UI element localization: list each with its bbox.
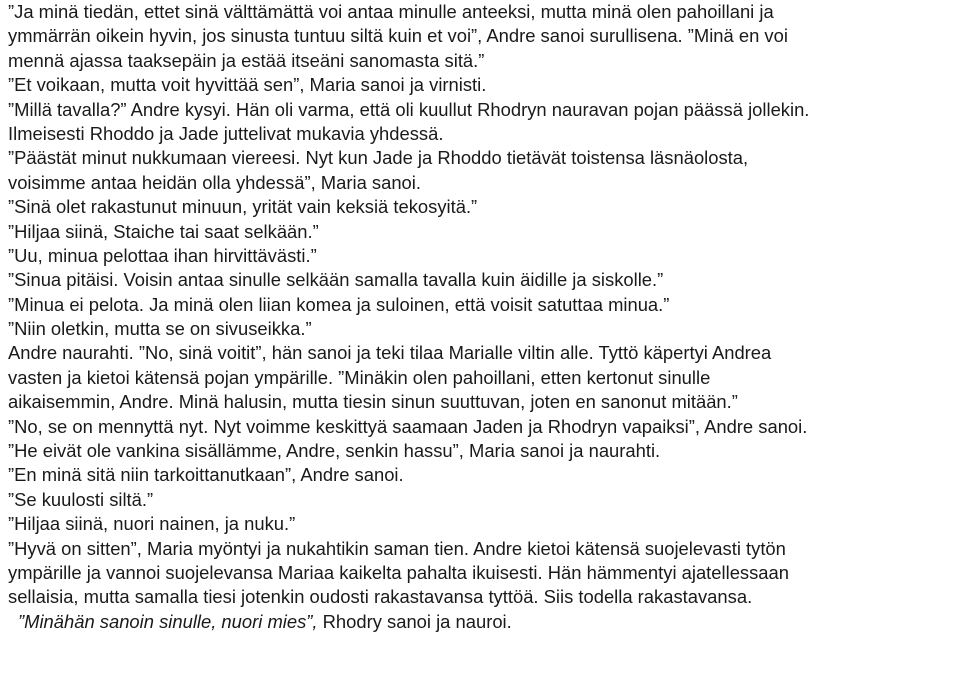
- italic-quote: ”Minähän sanoin sinulle, nuori mies”,: [18, 610, 318, 632]
- text-line-11: ”Uu, minua pelottaa ihan hirvittävästi.”: [8, 244, 317, 266]
- document-body: [8, 0, 956, 634]
- text-line-3: mennä ajassa taaksepäin ja estää itseäni sanomasta sitä.”: [8, 49, 485, 71]
- text-line-19: ”He eivät ole vankina sisällämme, Andre, senkin hassu”, Maria sanoi ja naurahti.: [8, 440, 661, 462]
- text-line-22: ”Hiljaa siinä, nuori nainen, ja nuku.”: [8, 513, 296, 535]
- text-line-6: Ilmeisesti Rhoddo ja Jade juttelivat mukavia yhdessä.: [8, 122, 444, 144]
- text-line-2: ymmärrän oikein hyvin, jos sinusta tuntuu siltä kuin et voi”, Andre sanoi surullisena. ”Minä en voi: [8, 25, 788, 47]
- text-line-24: ympärille ja vannoi suojelevansa Mariaa kaikelta pahalta ikuisesti. Hän hämmentyi ajatellessaan: [8, 561, 789, 583]
- text-line-4: ”Et voikaan, mutta voit hyvittää sen”, Maria sanoi ja virnisti.: [8, 74, 487, 96]
- text-line-9: ”Sinä olet rakastunut minuun, yrität vain keksiä tekosyitä.”: [8, 196, 478, 218]
- text-line-21: ”Se kuulosti siltä.”: [8, 488, 154, 510]
- text-line-12: ”Sinua pitäisi. Voisin antaa sinulle selkään samalla tavalla kuin äidille ja siskolle.”: [8, 269, 664, 291]
- quote-attribution: Rhodry sanoi ja nauroi.: [317, 610, 512, 632]
- text-line-26: [8, 610, 956, 634]
- text-line-1: ”Ja minä tiedän, ettet sinä välttämättä voi antaa minulle anteeksi, mutta minä olen pahoillani ja: [8, 1, 774, 22]
- text-line-13: ”Minua ei pelota. Ja minä olen liian komea ja suloinen, että voisit satuttaa minua.”: [8, 293, 670, 315]
- text-line-15: Andre naurahti. ”No, sinä voitit”, hän sanoi ja teki tilaa Marialle viltin alle. Tyttö käpertyi Andrea: [8, 342, 772, 364]
- text-line-16: vasten ja kietoi kätensä pojan ympärille. ”Minäkin olen pahoillani, etten kertonut sinulle: [8, 366, 711, 388]
- text-line-8: voisimme antaa heidän olla yhdessä”, Maria sanoi.: [8, 171, 421, 193]
- text-line-7: ”Päästät minut nukkumaan viereesi. Nyt kun Jade ja Rhoddo tietävät toistensa läsnäolosta,: [8, 147, 749, 169]
- text-line-25: sellaisia, mutta samalla tiesi jotenkin oudosti rakastavansa tyttöä. Siis todella rakastavansa.: [8, 586, 753, 608]
- text-line-17: aikaisemmin, Andre. Minä halusin, mutta tiesin sinun suuttuvan, joten en sanonut mitään.”: [8, 391, 738, 413]
- text-line-20: ”En minä sitä niin tarkoittanutkaan”, Andre sanoi.: [8, 464, 404, 486]
- text-line-14: ”Niin oletkin, mutta se on sivuseikka.”: [8, 318, 312, 340]
- text-line-18: ”No, se on mennyttä nyt. Nyt voimme keskittyä saamaan Jaden ja Rhodryn vapaiksi”, Andre sanoi.: [8, 415, 808, 437]
- text-line-5: ”Millä tavalla?” Andre kysyi. Hän oli varma, että oli kuullut Rhodryn nauravan pojan päässä jollekin.: [8, 98, 810, 120]
- text-line-23: ”Hyvä on sitten”, Maria myöntyi ja nukahtikin saman tien. Andre kietoi kätensä suojelevasti tytön: [8, 537, 786, 559]
- text-line-10: ”Hiljaa siinä, Staiche tai saat selkään.”: [8, 220, 319, 242]
